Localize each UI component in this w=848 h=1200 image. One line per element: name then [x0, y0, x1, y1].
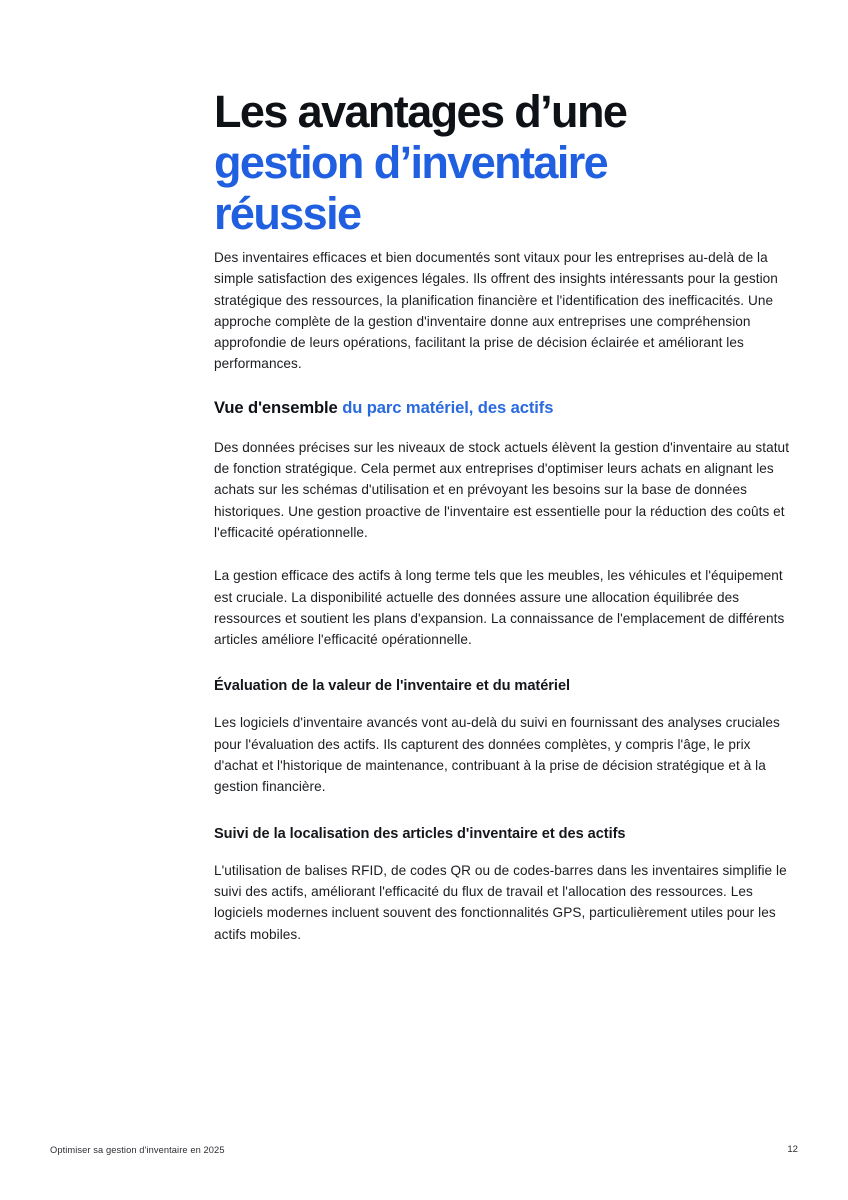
- page-title-line-1: Les avantages d’une: [214, 86, 627, 138]
- page-title: [214, 86, 734, 239]
- subheading-location-tracking: Suivi de la localisation des articles d'inventaire et des actifs: [214, 825, 626, 842]
- paragraph-location-tracking: L'utilisation de balises RFID, de codes QR ou de codes-barres dans les inventaires simplifie le suivi des actifs, améliorant l'efficacité du flux de travail et l'allocation des ressources. Les logiciels modernes incluent souvent des fonctionnalités GPS, particulièrement utiles pour les actifs mobiles.: [214, 862, 787, 942]
- paragraph-stock-levels: Des données précises sur les niveaux de stock actuels élèvent la gestion d'inventaire au statut de fonction stratégique. Cela permet aux entreprises d'optimiser leurs achats en alignant les achats sur les schémas d'utilisation et en prévoyant les besoins sur la base de données historiques. Une gestion proactive de l'inventaire est essentielle pour la réduction des coûts et l'efficacité opérationnelle.: [214, 439, 790, 540]
- document-body: [214, 247, 792, 945]
- footer-page-number: 12: [787, 1144, 798, 1155]
- subheading-valuation: Évaluation de la valeur de l'inventaire et du matériel: [214, 678, 571, 695]
- page-title-line-2: gestion d’inventaire: [214, 137, 608, 189]
- section-heading-accent-part: du parc matériel, des actifs: [342, 397, 554, 417]
- page-title-line-3: réussie: [214, 188, 361, 240]
- page-footer: [0, 1136, 848, 1200]
- paragraph-valuation: Les logiciels d'inventaire avancés vont au-delà du suivi en fournissant des analyses cruciales pour l'évaluation des actifs. Ils capturent des données complètes, y compris l'âge, le prix d'achat et l'historique de maintenance, contribuant à la prise de décision stratégique et à la gestion financière.: [214, 715, 780, 795]
- intro-paragraph: Des inventaires efficaces et bien documentés sont vitaux pour les entreprises au-delà de la simple satisfaction des exigences légales. Ils offrent des insights intéressants pour la gestion stratégique des ressources, la planification financière et l'identification des inefficacités. Une approche complète de la gestion d'inventaire donne aux entreprises une compréhension approfondie de leurs opérations, facilitant la prise de décision éclairée et améliorant les performances.: [214, 250, 778, 372]
- paragraph-long-term-assets: La gestion efficace des actifs à long terme tels que les meubles, les véhicules et l'équipement est cruciale. La disponibilité actuelle des données assure une allocation équilibrée des ressources et soutient les plans d'expansion. La connaissance de l'emplacement de différents articles améliore l'efficacité opérationnelle.: [214, 568, 785, 648]
- section-heading-overview: [214, 397, 792, 419]
- section-heading-plain-part: Vue d'ensemble: [214, 397, 338, 417]
- footer-document-title: Optimiser sa gestion d'inventaire en 2025: [50, 1145, 225, 1155]
